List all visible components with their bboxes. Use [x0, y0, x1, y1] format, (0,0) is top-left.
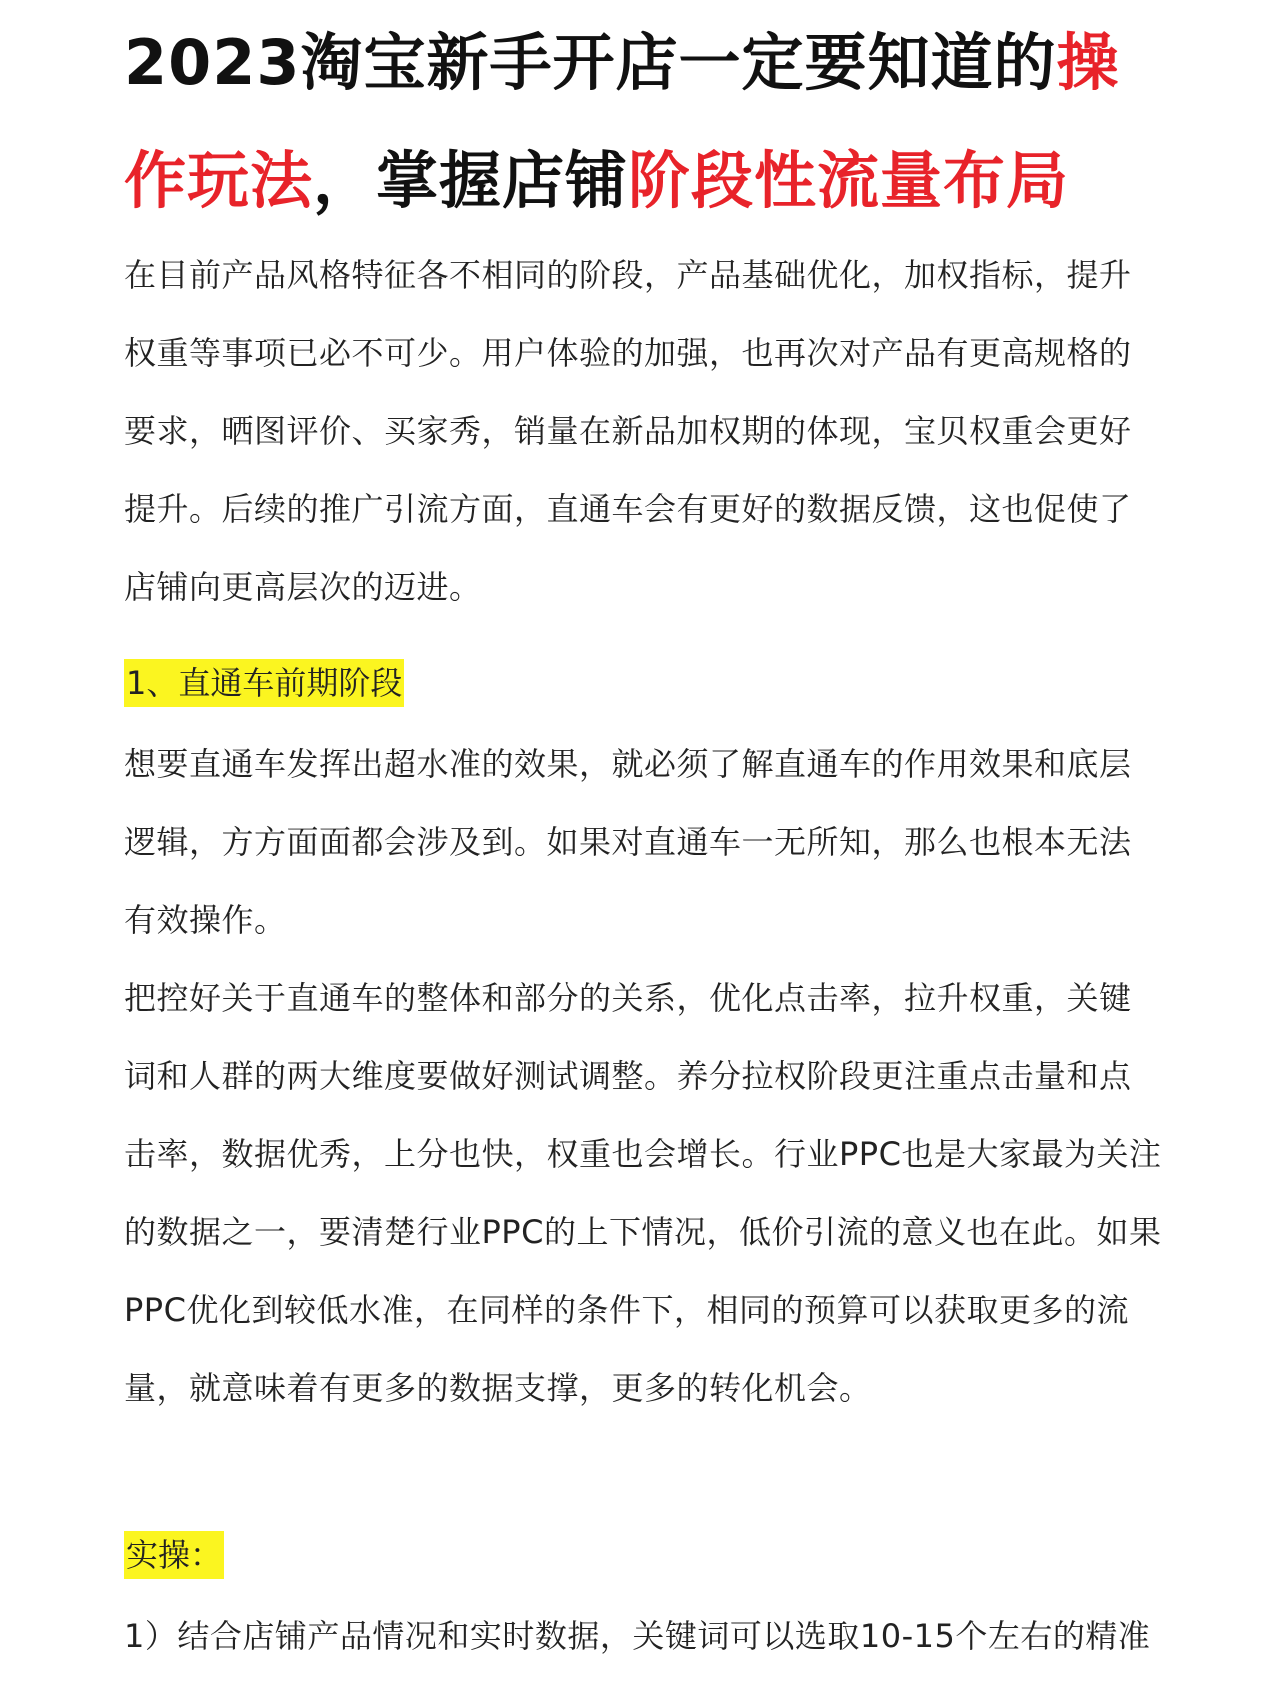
section-1-paragraph-2: 把控好关于直通车的整体和部分的关系，优化点击率，拉升权重，关键词和人群的两大维度要做好测试调整。养分拉权阶段更注重点击量和点击率，数据优秀，上分也快，权重也会增长。行业PPC也是大家最为关注的数据之一，要清楚行业PPC的上下情况，低价引流的意义也在此。如果PPC优化到较低水准，在同样的条件下，相同的预算可以获取更多的流量，就意味着有更多的数据支撑，更多的转化机会。 [124, 979, 1162, 1407]
title-part-3: ，掌握店铺 [313, 144, 629, 217]
title-part-1: 2023淘宝新手开店一定要知道的 [124, 26, 1057, 99]
section-2-heading: 实操： [124, 1531, 224, 1579]
intro-paragraph: 在目前产品风格特征各不相同的阶段，产品基础优化，加权指标，提升权重等事项已必不可少。用户体验的加强，也再次对产品有更高规格的要求，晒图评价、买家秀，销量在新品加权期的体现，宝贝权重会更好提升。后续的推广引流方面，直通车会有更好的数据反馈，这也促使了店铺向更高层次的迈进。 [124, 256, 1132, 606]
section-2-heading-wrap [124, 1531, 1162, 1579]
section-2-item-1: 1）结合店铺产品情况和实时数据，关键词可以选取10-15个左右的精准 [124, 1617, 1151, 1655]
title-highlight-1: 操作玩法 [124, 26, 1120, 217]
article-title [124, 0, 1162, 240]
section-1-heading-wrap [124, 659, 1162, 707]
section-1-heading: 1、直通车前期阶段 [124, 659, 404, 707]
title-highlight-2: 阶段性流量布局 [628, 144, 1070, 217]
section-1-paragraph-1: 想要直通车发挥出超水准的效果，就必须了解直通车的作用效果和底层逻辑，方方面面都会涉及到。如果对直通车一无所知，那么也根本无法有效操作。 [124, 745, 1132, 939]
